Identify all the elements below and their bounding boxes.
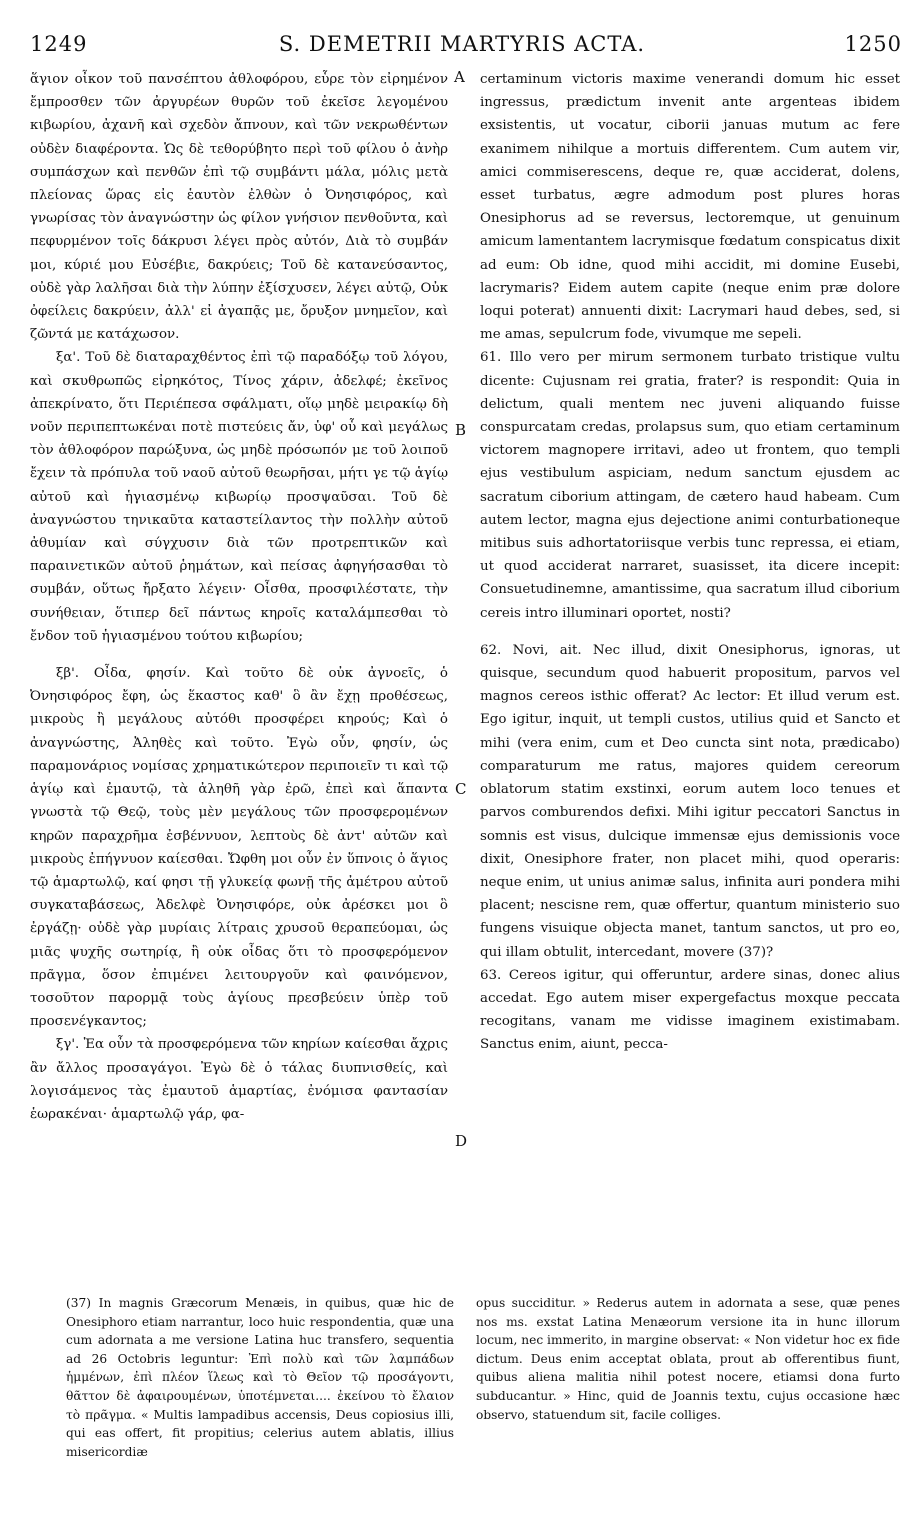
page-number-left: 1249: [30, 32, 88, 56]
section-marker-a: A: [454, 68, 465, 86]
page-number-right: 1250: [844, 32, 902, 56]
latin-paragraph-1: certaminum victoris maxime venerandi domum hic esset ingressus, prædictum invenit ante argenteas ibidem exsistentis, ut vocatur, ciborii januas mutum ac fere exanimem nihilque a mortuis differentem. Cum autem vir, amici commiserescens, deque re, quæ acciderat, dolens, esset turbatus, ægre admodum post plures horas Onesiphorus ad se reversus, lectoremque, ut genuinum amicum lamentantem lacrymisque fœdatum conspicatus dixit ad eum: Ob idne, quod mihi accidit, mi domine Eusebi, lacrymaris? Eidem autem capite (neque enim præ dolore loqui poterat) annuenti dixit: Lacrymari haud debes, sed, si me amas, sepulcrum fode, vivumque me sepeli.: [480, 72, 900, 343]
greek-section-63: ξγ'. Ἐα οὖν τὰ προσφερόμενα τῶν κηρίων καίεσθαι ἄχρις ἂν ἄλλος προσαγάγοι. Ἐγὼ δὲ ὁ τάλας διυπνισθείς, καὶ λογισάμενος τὰς ἐμαυτοῦ ἁμαρτίας, ἐνόμισα φαντασίαν ἑωρακέναι· ἁμαρτωλῷ γάρ, φα-: [30, 1037, 448, 1122]
greek-paragraph-1: ἅγιον οἶκον τοῦ πανσέπτου ἀθλοφόρου, εὗρε τὸν εἰρημένον ἔμπροσθεν τῶν ἀργυρέων θυρῶν τοῦ ἐκεῖσε λεγομένου κιβωρίου, ἀχανῆ καὶ σχεδὸν ἄπνουν, καὶ τῶν νεκρωθέντων οὐδὲν διαφέροντα. Ὡς δὲ τεθορύβητο περὶ τοῦ φίλου ὁ ἀνὴρ συμπάσχων καὶ πενθῶν ἐπὶ τῷ συμβάντι μάλα, μόλις μετὰ πλείονας ὥρας εἰς ἑαυτὸν ἐλθὼν ὁ Ὀνησιφόρος, καὶ γνωρίσας τὸν ἀναγνώστην ὡς φίλον γνήσιον πενθοῦντα, καὶ πεφυρμένον τοῖς δάκρυσι λέγει πρὸς αὐτόν, Διὰ τὸ συμβάν μοι, κύριέ μου Εὐσέβιε, δακρύεις; Τοῦ δὲ κατανεύσαντος, οὐδὲ γὰρ λαλῆσαι διὰ τὴν λύπην ἐξίσχυσεν, λέγει αὐτῷ, Οὐκ ὀφείλεις δακρύειν, ἀλλ' εἰ ἀγαπᾷς με, ὄρυξον μνημεῖον, καὶ ζῶντά με κατάχωσον.: [30, 72, 448, 343]
page-header: [0, 0, 924, 70]
footnote-text-left: (37) In magnis Græcorum Menæis, in quibus, quæ hic de Onesiphoro etiam narrantur, loco huic respondentia, quæ una cum adornata a me versione Latina huc transfero, sequentia ad 26 Octobris leguntur: Ἐπὶ πολὺ καὶ τῶν λαμπάδων ἡμμένων, ἐπὶ πλέον ἵλεως καὶ τὸ Θεῖον τῷ προσάγοντι, θᾶττον δὲ ἀφαιρουμένων, ὑποτέμνεται.... ἐκείνου τὸ ἔλαιον τὸ πρᾶγμα. « Multis lampadibus accensis, Deus copiosius illi, qui eas offert, fit propitius; celerius autem ablatis, illius misericordiæ: [66, 1296, 454, 1459]
section-marker-b: B: [455, 421, 467, 439]
section-marker-c: C: [455, 780, 467, 798]
footnote-text-right: opus succiditur. » Rederus autem in adornata a sese, quæ penes nos ms. exstat Latina Menæorum versione ita in hunc illorum locum, nec immerito, in margine observat: « Non videtur hoc ex fide dictum. Deus enim acceptat oblata, prout ab offerentibus fiunt, quibus aliena malitia nihil potest nocere, etiamsi dona furto subducantur. » Hinc, quid de Joannis textu, cujus occasione hæc observo, statuendum sit, facile colliges.: [476, 1296, 900, 1422]
footnote-37-left: [66, 1294, 454, 1461]
latin-column: [480, 68, 900, 1057]
latin-section-63: 63. Cereos igitur, qui offeruntur, ardere sinas, donec alius accedat. Ego autem miser expergefactus moxque peccata recogitans, vanam me vidisse imaginem existimabam. Sanctus enim, aiunt, pecca-: [480, 967, 900, 1053]
footnote-37-right: [476, 1294, 900, 1424]
latin-section-62: 62. Novi, ait. Nec illud, dixit Onesiphorus, ignoras, ut quisque, secundum quod habuerit propositum, parvos vel magnos cereos isthic offerat? Ac lector: Et illud verum est. Ego igitur, inquit, ut templi custos, utilius quid et Sancto et mihi (vera enim, cum et Deo cuncta sint nota, prædicabo) comparaturum me ratus, majores quidem cereorum oblatorum statim exstinxi, eorum autem loco tenues et parvos comburendos defixi. Mihi igitur peccatori Sanctus in somnis est visus, dulcique immensæ ejus demissionis voce dixit, Onesiphore frater, non placet mihi, quod operaris: neque enim, ut unius animæ salus, infinita auri pondera mihi placent; nescisne rem, quæ offertur, quantum ministerio suo fungens visuique objecta manet, tantum sanctos, ut pro eo, qui illam obtulit, intercedant, movere (37)?: [480, 642, 900, 960]
section-marker-d: D: [455, 1132, 468, 1150]
running-title: S. DEMETRII MARTYRIS ACTA.: [278, 32, 646, 56]
greek-section-61: ξα'. Τοῦ δὲ διαταραχθέντος ἐπὶ τῷ παραδόξῳ τοῦ λόγου, καὶ σκυθρωπῶς εἰρηκότος, Τίνος χάριν, ἀδελφέ; ἐκεῖνος ἀπεκρίνατο, ὅτι Περιέπεσα σφάλματι, οἵῳ μηδὲ μειρακίῳ δὴ νοῦν περιπεπτωκέναι ποτὲ πιστεύεις ἄν, ὑφ' οὗ καὶ μεγάλως τὸν ἀθλοφόρον παρώξυνα, ὡς μηδὲ πρόσωπόν με τοῦ λοιποῦ ἔχειν τὰ πρόπυλα τοῦ ναοῦ αὐτοῦ θεωρῆσαι, μήτι γε τῷ ἁγίῳ αὐτοῦ καὶ ἡγιασμένῳ κιβωρίῳ προσψαῦσαι. Τοῦ δὲ ἀναγνώστου τηνικαῦτα καταστείλαντος τὴν πολλὴν αὐτοῦ ἀθυμίαν καὶ σύγχυσιν διὰ τῶν προτρεπτικῶν καὶ παραινετικῶν αὐτοῦ ῥημάτων, καὶ πείσας ἀφηγήσασθαι τὸ συμβάν, οὕτως ἤρξατο λέγειν· Οἶσθα, προσφιλέστατε, τὴν συνήθειαν, ὅτιπερ δεῖ πάντως κηροῖς καταλάμπεσθαι τὸ ἔνδον τοῦ ἡγιασμένου τούτου κιβωρίου;: [30, 350, 448, 644]
latin-section-61: 61. Illo vero per mirum sermonem turbato tristique vultu dicente: Cujusnam rei gratia, frater? is respondit: Quia in delictum, quali mentem nec juveni aliquando fuisse conspurcatam credas, prolapsus sum, quo etiam certaminum victorem magnopere irritavi, adeo ut frontem, quo templi ejus vestibulum aspiciam, nedum sanctum ejusdem ac sacratum ciborium attingam, de cætero haud habeam. Cum autem lector, magna ejus dejectione animi conturbationeque mitibus suis adhortatoriisque verbis tunc repressa, ei etiam, ut quod acciderat narraret, suasisset, ita dicere incepit: Consuetudinemne, amantissime, qua sacratum illud ciborium cereis intro illuminari oportet, nosti?: [480, 350, 900, 621]
greek-column: [30, 68, 448, 1126]
greek-section-62: ξβ'. Οἶδα, φησίν. Καὶ τοῦτο δὲ οὐκ ἀγνοεῖς, ὁ Ὀνησιφόρος ἔφη, ὡς ἕκαστος καθ' ὃ ἂν ἔχῃ προθέσεως, μικροὺς ἢ μεγάλους αὐτόθι προσφέρει κηρούς; Καὶ ὁ ἀναγνώστης, Ἀληθὲς καὶ τοῦτο. Ἐγὼ οὖν, φησίν, ὡς παραμονάριος νομίσας χρηματικώτερον περιποιεῖν τι καὶ τῷ ἁγίῳ καὶ ἐμαυτῷ, τὰ ἀληθῆ γὰρ ἐρῶ, ἐπεὶ καὶ ἅπαντα γνωστὰ τῷ Θεῷ, τοὺς μὲν μεγάλους τῶν προσφερομένων κηρῶν παραχρῆμα ἐσβέννυον, λεπτοὺς δὲ ἀντ' αὐτῶν καὶ μικροὺς ἐπήγνυον καίεσθαι. Ὤφθη μοι οὖν ἐν ὕπνοις ὁ ἅγιος τῷ ἁμαρτωλῷ, καί φησι τῇ γλυκείᾳ φωνῇ τῆς ἀμέτρου αὐτοῦ συγκαταβάσεως, Ἀδελφὲ Ὀνησιφόρε, οὐκ ἀρέσκει μοι ὃ ἐργάζῃ· οὐδὲ γὰρ μυρίαις λίτραις χρυσοῦ θεραπεύομαι, ὡς μιᾶς ψυχῆς σωτηρίᾳ, ἢ οὐκ οἶδας ὅτι τὸ προσφερόμενον πρᾶγμα, ὅσον ἐπιμένει λειτουργοῦν καὶ φαινόμενον, τοσοῦτον παρορμᾷ τοὺς ἁγίους πρεσβεύειν ὑπὲρ τοῦ προσενέγκαντος;: [30, 666, 448, 1030]
